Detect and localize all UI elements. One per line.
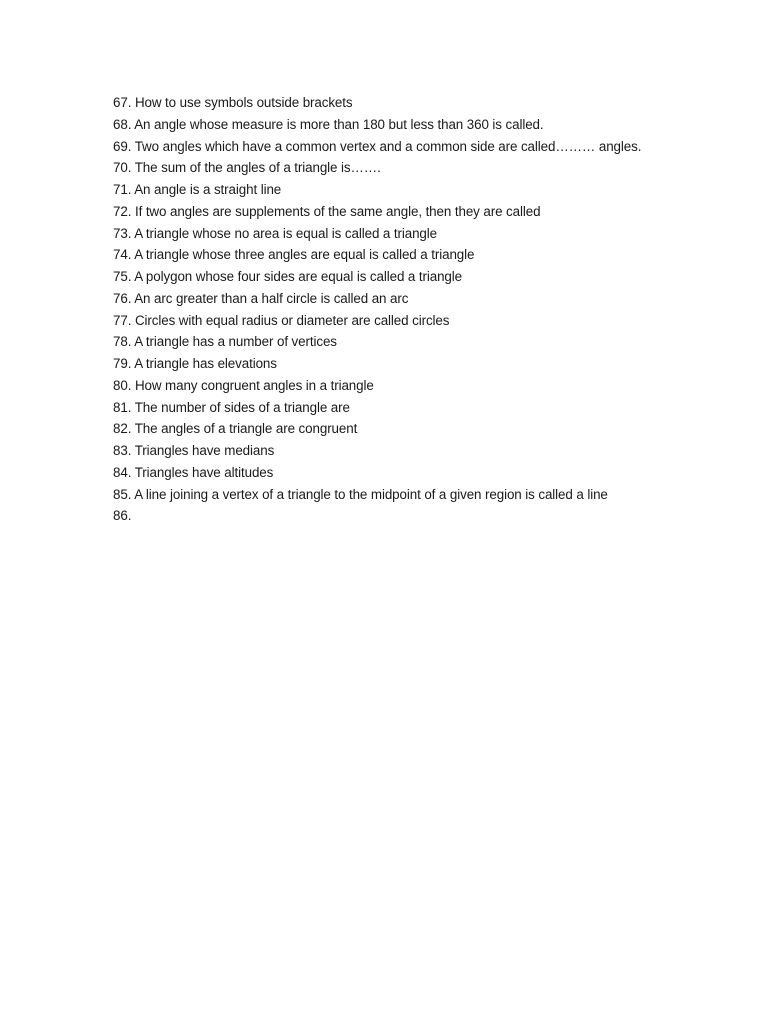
question-item-71 bbox=[113, 179, 713, 201]
question-item-74 bbox=[113, 244, 713, 266]
question-item-79 bbox=[113, 353, 713, 375]
question-item-75 bbox=[113, 266, 713, 288]
question-item-77 bbox=[113, 310, 713, 332]
question-text: An angle is a straight line bbox=[134, 182, 282, 197]
question-number: 71. bbox=[113, 182, 132, 197]
question-number: 76. bbox=[113, 290, 132, 306]
question-text: Triangles have medians bbox=[134, 443, 275, 458]
question-item-85 bbox=[113, 484, 713, 506]
question-item-69 bbox=[113, 136, 713, 158]
question-text: A triangle whose no area is equal is called a triangle bbox=[134, 225, 437, 241]
question-number: 79. bbox=[113, 356, 132, 371]
question-number: 80. bbox=[113, 377, 132, 393]
question-number: 75. bbox=[113, 269, 132, 284]
question-text: How many congruent angles in a triangle bbox=[134, 377, 374, 393]
question-number: 78. bbox=[113, 334, 132, 350]
question-list bbox=[113, 92, 713, 527]
question-item-76 bbox=[113, 288, 713, 310]
question-number: 82. bbox=[113, 421, 132, 437]
question-item-73 bbox=[113, 223, 713, 245]
question-number: 70. bbox=[113, 160, 132, 176]
question-number: 72. bbox=[113, 203, 132, 219]
question-text: A line joining a vertex of a triangle to the midpoint of a given region is called a line bbox=[134, 486, 608, 502]
question-number: 73. bbox=[113, 225, 132, 241]
question-item-70 bbox=[113, 157, 713, 179]
question-text: How to use symbols outside brackets bbox=[134, 95, 353, 110]
question-item-80 bbox=[113, 375, 713, 397]
question-text: A triangle has elevations bbox=[134, 356, 277, 371]
question-item-78 bbox=[113, 331, 713, 353]
question-number: 83. bbox=[113, 443, 132, 458]
question-text: The sum of the angles of a triangle is……. bbox=[134, 160, 381, 176]
question-text: An angle whose measure is more than 180 but less than 360 is called. bbox=[134, 116, 544, 132]
question-number: 68. bbox=[113, 116, 132, 132]
question-item-84 bbox=[113, 462, 713, 484]
question-text: A triangle has a number of vertices bbox=[134, 334, 337, 350]
question-text: A polygon whose four sides are equal is called a triangle bbox=[134, 269, 463, 284]
question-item-72 bbox=[113, 201, 713, 223]
question-number: 84. bbox=[113, 464, 132, 480]
question-number: 81. bbox=[113, 399, 132, 415]
question-text: A triangle whose three angles are equal is called a triangle bbox=[134, 247, 475, 263]
question-number: 86. bbox=[113, 508, 132, 524]
question-text: Two angles which have a common vertex and a common side are called……… angles. bbox=[134, 138, 642, 154]
question-item-86 bbox=[113, 505, 713, 527]
question-text: Circles with equal radius or diameter are called circles bbox=[134, 312, 450, 328]
question-item-82 bbox=[113, 418, 713, 440]
question-item-83 bbox=[113, 440, 713, 462]
question-number: 85. bbox=[113, 486, 132, 502]
question-item-68 bbox=[113, 114, 713, 136]
question-item-67 bbox=[113, 92, 713, 114]
question-text: An arc greater than a half circle is called an arc bbox=[134, 290, 409, 306]
question-item-81 bbox=[113, 397, 713, 419]
question-text: If two angles are supplements of the same angle, then they are called bbox=[134, 203, 541, 219]
question-text: Triangles have altitudes bbox=[134, 464, 274, 480]
question-text: The angles of a triangle are congruent bbox=[134, 421, 358, 437]
question-number: 77. bbox=[113, 312, 132, 328]
question-number: 74. bbox=[113, 247, 132, 263]
question-text: The number of sides of a triangle are bbox=[134, 399, 350, 415]
question-number: 69. bbox=[113, 138, 132, 154]
question-number: 67. bbox=[113, 95, 132, 110]
